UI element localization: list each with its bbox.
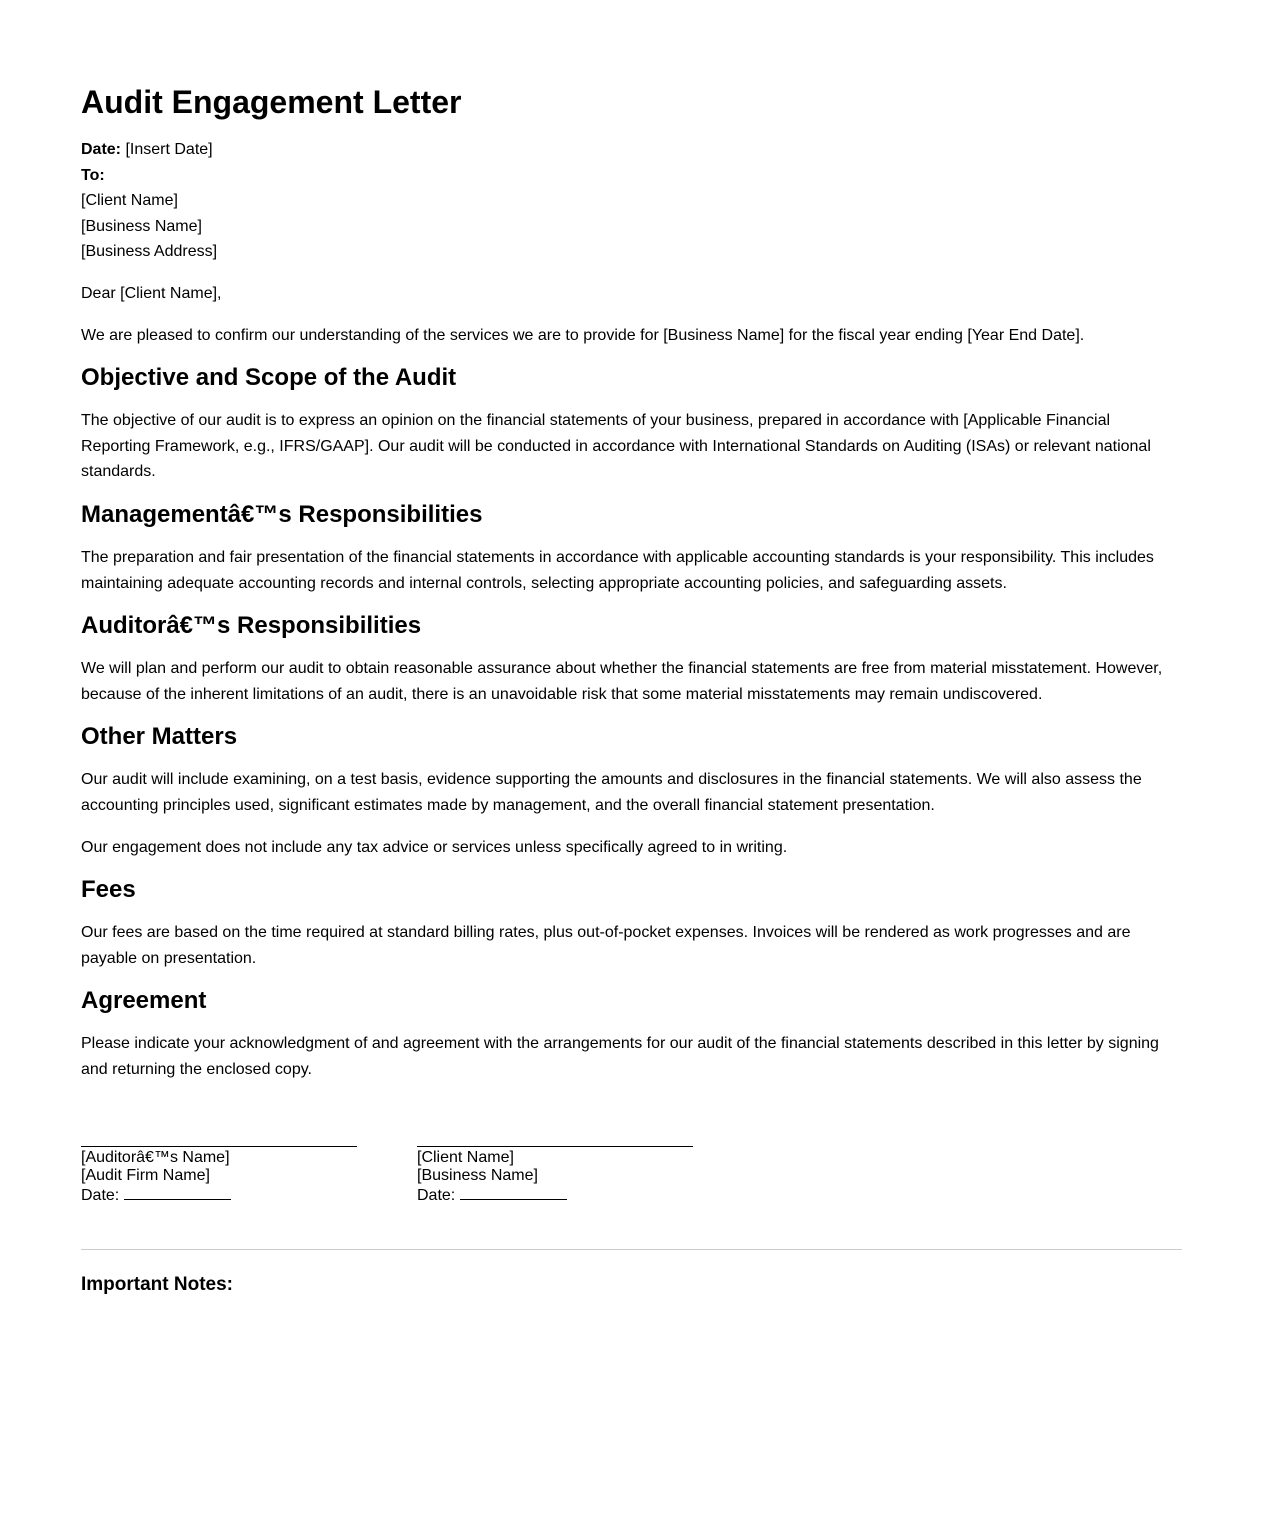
recipient-client-name: [Client Name] <box>81 192 178 210</box>
auditor-firm-name: [Audit Firm Name] <box>81 1167 210 1184</box>
section-heading-objective: Objective and Scope of the Audit <box>81 364 457 391</box>
section-text-management: The preparation and fair presentation of the financial statements in accordance with applicable accounting standards is your responsibility. This includes maintaining adequate accounting records and internal controls, selecting appropriate accounting policies, and safeguarding assets. <box>81 549 1154 592</box>
client-date-label: Date: <box>417 1187 456 1204</box>
section-text-fees: Our fees are based on the time required at standard billing rates, plus out-of-pocket expenses. Invoices will be rendered as work progresses and are payable on presentation. <box>81 924 1131 967</box>
auditor-date-line <box>81 1185 357 1205</box>
date-line <box>81 137 217 163</box>
recipient-business-address: [Business Address] <box>81 243 218 261</box>
salutation: Dear [Client Name], <box>81 285 222 302</box>
section-heading-agreement: Agreement <box>81 987 207 1014</box>
to-line <box>81 163 217 189</box>
client-date-line <box>417 1185 693 1205</box>
section-text-other-2: Our engagement does not include any tax advice or services unless specifically agreed to in writing. <box>81 839 788 856</box>
divider <box>81 1249 1182 1250</box>
date-label: Date: <box>81 141 122 158</box>
section-heading-management: Managementâ€™s Responsibilities <box>81 501 483 528</box>
section-heading-other: Other Matters <box>81 723 238 750</box>
auditor-signature-line <box>81 1146 357 1147</box>
section-heading-auditor: Auditorâ€™s Responsibilities <box>81 612 422 639</box>
letter-header <box>81 137 217 265</box>
page-title: Audit Engagement Letter <box>81 84 462 120</box>
auditor-date-blank <box>124 1185 231 1200</box>
client-date-blank <box>460 1185 567 1200</box>
section-text-objective: The objective of our audit is to express an opinion on the financial statements of your business, prepared in accordance with [Applicable Financial Reporting Framework, e.g., IFRS/GAAP]. Our audit will be conducted in accordance with International Standards on Auditing (ISAs) or relevant national standards. <box>81 412 1151 481</box>
recipient-business-name: [Business Name] <box>81 217 202 235</box>
date-value: [Insert Date] <box>125 141 213 158</box>
client-business-name: [Business Name] <box>417 1167 538 1184</box>
section-text-auditor: We will plan and perform our audit to obtain reasonable assurance about whether the financial statements are free from material misstatement. However, because of the inherent limitations of an audit, there is an unavoidable risk that some material misstatements may remain undiscovered. <box>81 660 1163 703</box>
client-signature-line <box>417 1146 693 1147</box>
important-notes-heading: Important Notes: <box>81 1274 233 1295</box>
auditor-signature-block <box>81 1130 357 1205</box>
auditor-name: [Auditorâ€™s Name] <box>81 1149 230 1166</box>
client-signature-block <box>417 1130 693 1205</box>
section-text-other-1: Our audit will include examining, on a test basis, evidence supporting the amounts and disclosures in the financial statements. We will also assess the accounting principles used, significant estimates made by management, and the overall financial statement presentation. <box>81 771 1142 814</box>
intro-paragraph: We are pleased to confirm our understanding of the services we are to provide for [Business Name] for the fiscal year ending [Year End Date]. <box>81 327 1085 344</box>
auditor-date-label: Date: <box>81 1187 120 1204</box>
client-name: [Client Name] <box>417 1149 514 1166</box>
section-text-agreement: Please indicate your acknowledgment of and agreement with the arrangements for our audit of the financial statements described in this letter by signing and returning the enclosed copy. <box>81 1035 1159 1078</box>
to-label: To: <box>81 166 105 184</box>
section-heading-fees: Fees <box>81 876 136 903</box>
